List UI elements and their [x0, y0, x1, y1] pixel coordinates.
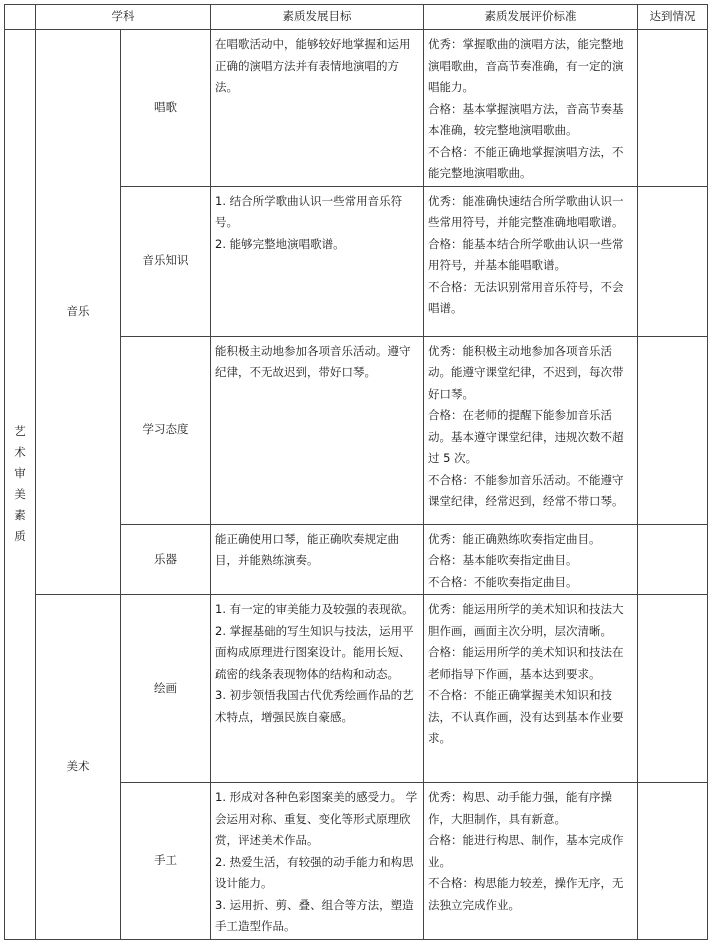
- standard-pass: 合格：基本掌握演唱方法，音高节奏基本准确，较完整地演唱歌曲。: [428, 101, 624, 137]
- standard-cell: [424, 783, 638, 940]
- standard-excellent: 优秀：能正确熟练吹奏指定曲目。: [428, 531, 601, 546]
- table-row: [5, 595, 708, 783]
- standard-fail: 不合格：不能参加音乐活动。不能遵守课堂纪律，经常迟到，经常不带口琴。: [428, 472, 624, 508]
- item-name: 唱歌: [121, 30, 211, 187]
- goal-text: 2. 能够完整地演唱歌谱。: [215, 236, 345, 251]
- status-cell: [638, 186, 708, 336]
- goal-text: 1. 结合所学歌曲认识一些常用音乐符号。: [215, 193, 403, 229]
- standard-excellent: 优秀：能积极主动地参加各项音乐活动。能遵守课堂纪律，不迟到，每次带好口琴。: [428, 343, 624, 401]
- goal-cell: [211, 336, 424, 524]
- goal-cell: [211, 30, 424, 187]
- goal-text: 1. 有一定的审美能力及较强的表现欲。: [215, 602, 414, 616]
- goal-cell: [211, 783, 424, 940]
- standard-excellent: 优秀：能准确快速结合所学歌曲认识一些常用符号，并能完整准确地唱歌谱。: [428, 193, 624, 229]
- standard-cell: [424, 524, 638, 595]
- header-blank: [5, 5, 36, 30]
- goal-text: 2. 掌握基础的写生知识与技法，运用平面构成原理进行图案设计。能用长短、疏密的线条表现物体的结构和动态。: [215, 623, 414, 681]
- standard-cell: [424, 186, 638, 336]
- standard-excellent: 优秀：掌握歌曲的演唱方法，能完整地演唱歌曲，音高节奏准确，有一定的演唱能力。: [428, 37, 624, 94]
- goal-cell: [211, 595, 424, 783]
- standard-pass: 合格：能进行构思、制作，基本完成作业。: [428, 833, 624, 869]
- goal-cell: [211, 524, 424, 595]
- item-name: 音乐知识: [121, 186, 211, 336]
- item-name: 手工: [121, 783, 211, 940]
- standard-pass: 合格：能运用所学的美术知识和技法在老师指导下作画，基本达到要求。: [428, 645, 624, 681]
- header-row: [5, 5, 708, 30]
- standard-cell: [424, 30, 638, 187]
- standard-pass: 合格：能基本结合所学歌曲认识一些常用符号，并基本能唱歌谱。: [428, 236, 624, 272]
- goal-text: 1. 形成对各种色彩图案美的感受力。 学会运用对称、重复、变化等形式原理欣赏，评述美术作品。: [215, 790, 418, 847]
- standard-cell: [424, 336, 638, 524]
- subject-art: 美术: [36, 595, 121, 940]
- status-cell: [638, 595, 708, 783]
- status-cell: [638, 524, 708, 595]
- status-cell: [638, 30, 708, 187]
- standard-pass: 合格：基本能吹奏指定曲目。: [428, 553, 578, 567]
- domain-cell: [5, 30, 36, 940]
- standard-cell: [424, 595, 638, 783]
- status-cell: [638, 336, 708, 524]
- goal-text: 能积极主动地参加各项音乐活动。遵守纪律，不无故迟到，带好口琴。: [215, 343, 411, 379]
- goal-text: 3. 运用折、剪、叠、组合等方法，塑造手工造型作品。: [215, 897, 414, 933]
- standard-fail: 不合格：不能正确地掌握演唱方法，不能完整地演唱歌曲。: [428, 144, 624, 180]
- table-row: [5, 30, 708, 187]
- standard-fail: 不合格：不能吹奏指定曲目。: [428, 574, 578, 589]
- item-name: 学习态度: [121, 336, 211, 524]
- status-cell: [638, 783, 708, 940]
- header-standard: 素质发展评价标准: [424, 5, 638, 30]
- item-name: 乐器: [121, 524, 211, 595]
- standard-excellent: 优秀：构思、动手能力强，能有序操作，大胆制作，具有新意。: [428, 790, 612, 826]
- item-name: 绘画: [121, 595, 211, 783]
- subject-music: 音乐: [36, 30, 121, 595]
- header-goal: 素质发展目标: [211, 5, 424, 30]
- goal-text: 能正确使用口琴，能正确吹奏规定曲目，并能熟练演奏。: [215, 531, 399, 567]
- standard-fail: 不合格：无法识别常用音乐符号，不会唱谱。: [428, 279, 624, 315]
- evaluation-table: [4, 4, 708, 940]
- goal-text: 在唱歌活动中，能够较好地掌握和运用正确的演唱方法并有表情地演唱的方法。: [215, 37, 411, 94]
- standard-excellent: 优秀：能运用所学的美术知识和技法大胆作画，画面主次分明，层次清晰。: [428, 602, 624, 638]
- goal-text: 3. 初步领悟我国古代优秀绘画作品的艺术特点，增强民族自豪感。: [215, 688, 414, 724]
- header-status: 达到情况: [638, 5, 708, 30]
- goal-text: 2. 热爱生活，有较强的动手能力和构思设计能力。: [215, 854, 414, 890]
- standard-pass: 合格：在老师的提醒下能参加音乐活动。基本遵守课堂纪律，违规次数不超过 5 次。: [428, 408, 624, 465]
- goal-cell: [211, 186, 424, 336]
- standard-fail: 不合格：构思能力较差，操作无序，无法独立完成作业。: [428, 876, 624, 912]
- standard-fail: 不合格：不能正确掌握美术知识和技法，不认真作画，没有达到基本作业要求。: [428, 688, 624, 745]
- header-subject: 学科: [36, 5, 211, 30]
- domain-label: 艺术审美素质: [14, 424, 26, 543]
